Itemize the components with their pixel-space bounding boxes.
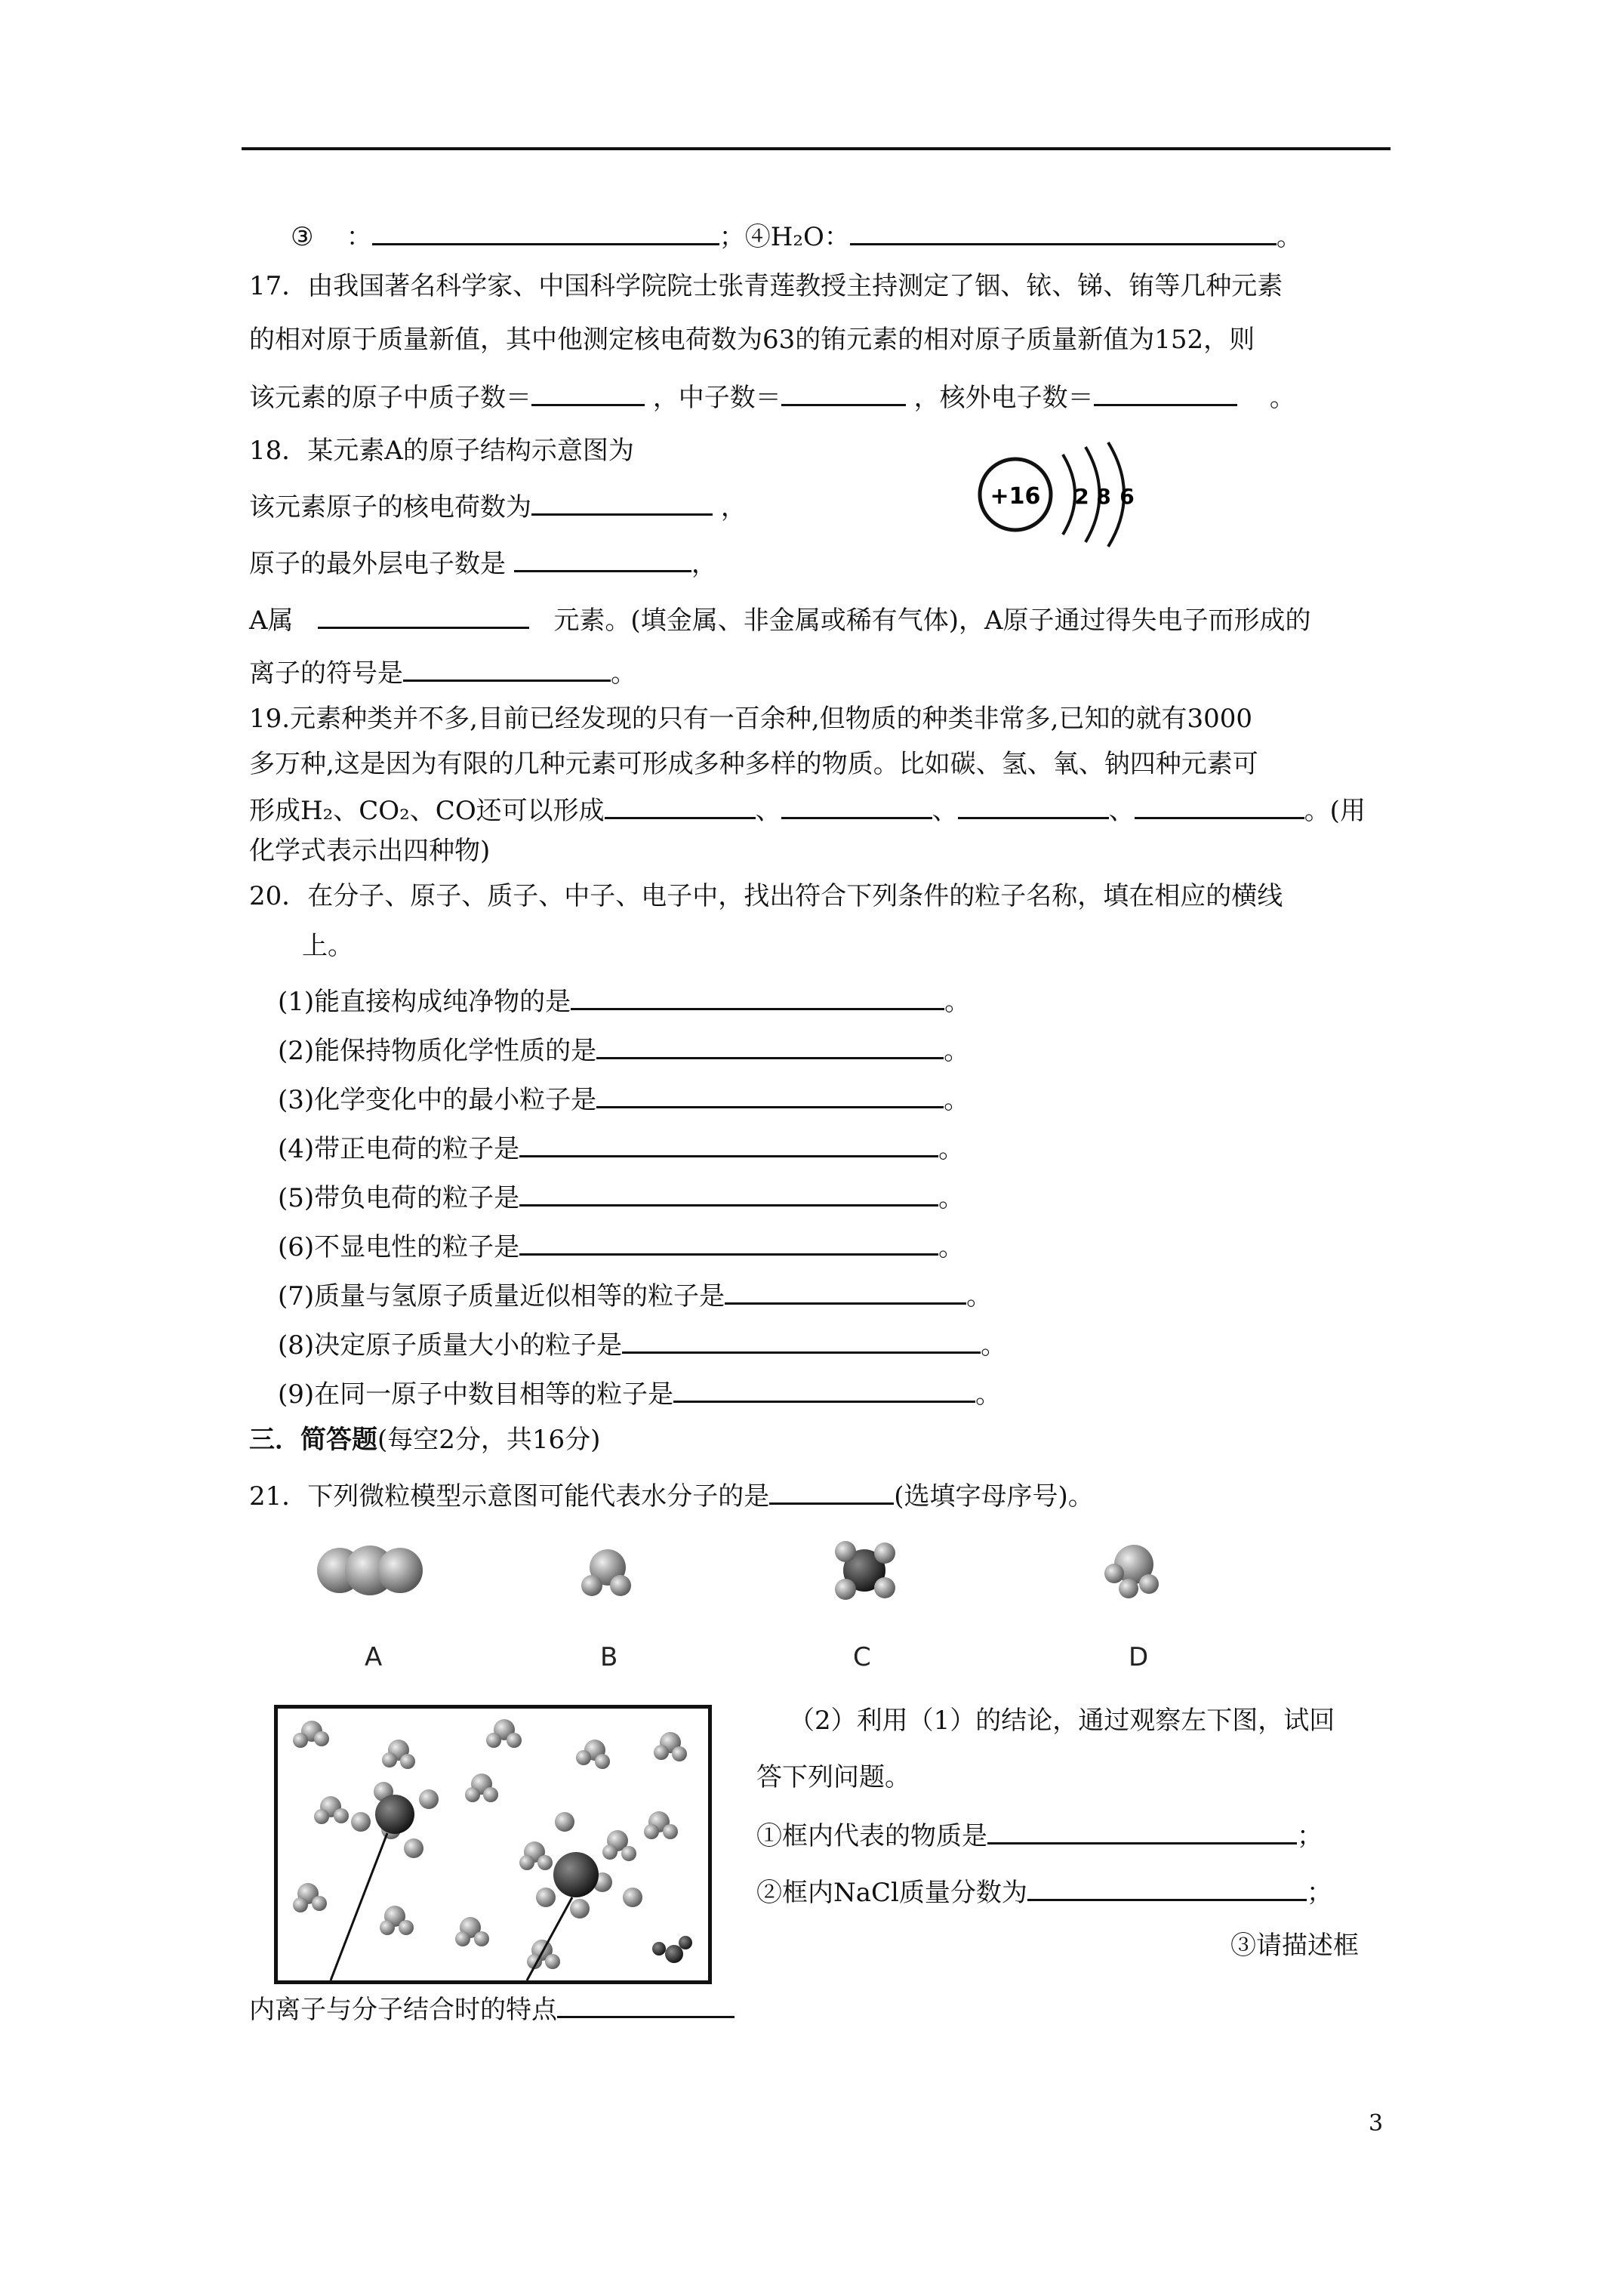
blank[interactable]: [571, 985, 944, 1010]
blank-water-model[interactable]: [769, 1480, 894, 1505]
model-label-b: B: [600, 1642, 618, 1672]
q21-line1: 21．下列微粒模型示意图可能代表水分子的是 (选填字母序号)。: [249, 1481, 1094, 1512]
model-label-d: D: [1129, 1642, 1149, 1672]
q21-part2-line2: 答下列问题。: [756, 1762, 910, 1792]
blank[interactable]: [519, 1182, 938, 1207]
blank[interactable]: [850, 220, 1277, 245]
molecule-model-d: [1095, 1534, 1170, 1610]
blank-ion-symbol[interactable]: [403, 657, 611, 682]
blank-neutron[interactable]: [781, 381, 906, 406]
q21-part2-line1: （2）利用（1）的结论，通过观察左下图，试回: [789, 1706, 1335, 1736]
q20-item-9: (9)在同一原子中数目相等的粒子是 。: [278, 1379, 1002, 1410]
nucleus-charge: +16: [990, 483, 1041, 510]
q18-line5: 离子的符号是 。: [249, 658, 636, 689]
q17-line1: 17．由我国著名科学家、中国科学院院士张青莲教授主持测定了铟、铱、锑、铕等几种元素: [249, 271, 1283, 301]
q21-sub1: ①框内代表的物质是 ；: [756, 1821, 1323, 1851]
model-label-a: A: [365, 1642, 383, 1672]
blank-feature[interactable]: [557, 1993, 735, 2018]
molecule-model-b: [574, 1539, 642, 1607]
q18-line4: A属 元素。(填金属、非金属或稀有气体)，A原子通过得失电子而形成的: [249, 606, 1311, 636]
blank[interactable]: [673, 1378, 975, 1403]
blank-nuclear-charge[interactable]: [531, 491, 713, 516]
blank-proton[interactable]: [531, 381, 645, 406]
solution-particles-figure: [278, 1709, 708, 1980]
q20-item-2: (2)能保持物质化学性质的是 。: [278, 1036, 970, 1066]
blank[interactable]: [622, 1329, 981, 1354]
section-3-heading: 三．简答题(每空2分，共16分): [249, 1425, 601, 1455]
blank-electron[interactable]: [1094, 381, 1237, 406]
blank[interactable]: [372, 220, 719, 245]
atom-structure-diagram: [974, 438, 1170, 551]
q20-line2: 上。: [302, 931, 353, 961]
shell-3-count: 6: [1119, 484, 1135, 509]
blank-outer-electrons[interactable]: [514, 547, 691, 572]
q17-line2: 的相对原于质量新值，其中他测定核电荷数为63的铕元素的相对原子质量新值为152，则: [249, 325, 1255, 355]
molecule-model-a: [313, 1540, 427, 1601]
q21-last-line: 内离子与分子结合时的特点: [249, 1993, 735, 2023]
solution-particles-box: [274, 1705, 712, 1984]
blank-formula-4[interactable]: [1135, 794, 1304, 819]
header-rule: [242, 147, 1390, 150]
q20-item-5: (5)带负电荷的粒子是 。: [278, 1183, 965, 1213]
q19-line3: 形成H₂、CO₂、CO还可以形成 、 、 、 。(用: [249, 796, 1366, 826]
blank-element-type[interactable]: [318, 604, 529, 629]
q18-line1: 18．某元素A的原子结构示意图为: [249, 436, 634, 466]
molecule-model-c: [823, 1529, 906, 1612]
q21-sub3: ③请描述框: [1230, 1931, 1359, 1961]
blank-substance[interactable]: [987, 1820, 1297, 1845]
q20-item-3: (3)化学变化中的最小粒子是 。: [278, 1085, 970, 1115]
q20-item-4: (4)带正电荷的粒子是 。: [278, 1134, 965, 1164]
q20-item-1: (1)能直接构成纯净物的是 。: [278, 987, 971, 1017]
blank-nacl-fraction[interactable]: [1027, 1876, 1307, 1901]
q19-line4: 化学式表示出四种物): [249, 836, 491, 866]
q20-line1: 20．在分子、原子、质子、中子、电子中，找出符合下列条件的粒子名称，填在相应的横线: [249, 881, 1283, 911]
blank-formula-3[interactable]: [958, 794, 1109, 819]
q20-item-6: (6)不显电性的粒子是 。: [278, 1232, 965, 1262]
blank[interactable]: [725, 1280, 966, 1305]
shell-2-count: 8: [1096, 484, 1111, 509]
answer-line-3-4: ③ ： ；④H₂O： 。: [291, 222, 1302, 252]
model-label-c: C: [853, 1642, 871, 1672]
blank[interactable]: [519, 1133, 938, 1157]
shell-arc-1: [1063, 455, 1075, 535]
q19-line2: 多万种,这是因为有限的几种元素可形成多种多样的物质。比如碳、氢、氧、钠四种元素可: [249, 749, 1258, 779]
blank-formula-1[interactable]: [605, 794, 756, 819]
blank[interactable]: [596, 1034, 944, 1059]
q17-line3: 该元素的原子中质子数＝ ，中子数＝ ，核外电子数＝ 。: [249, 383, 1295, 413]
shell-1-count: 2: [1074, 484, 1089, 509]
blank[interactable]: [519, 1231, 938, 1256]
blank-formula-2[interactable]: [781, 794, 932, 819]
q20-item-7: (7)质量与氢原子质量近似相等的粒子是 。: [278, 1281, 993, 1311]
q18-line2: 该元素原子的核电荷数为 ，: [249, 492, 747, 522]
blank[interactable]: [596, 1083, 944, 1108]
page-number: 3: [1369, 2110, 1384, 2137]
q19-line1: 19.元素种类并不多,目前已经发现的只有一百余种,但物质的种类非常多,已知的就有3000: [249, 704, 1253, 734]
q18-line3: 原子的最外层电子数是 ，: [249, 549, 717, 579]
q20-item-8: (8)决定原子质量大小的粒子是 。: [278, 1330, 1007, 1361]
q21-sub2: ②框内NaCl质量分数为 ；: [756, 1878, 1332, 1908]
